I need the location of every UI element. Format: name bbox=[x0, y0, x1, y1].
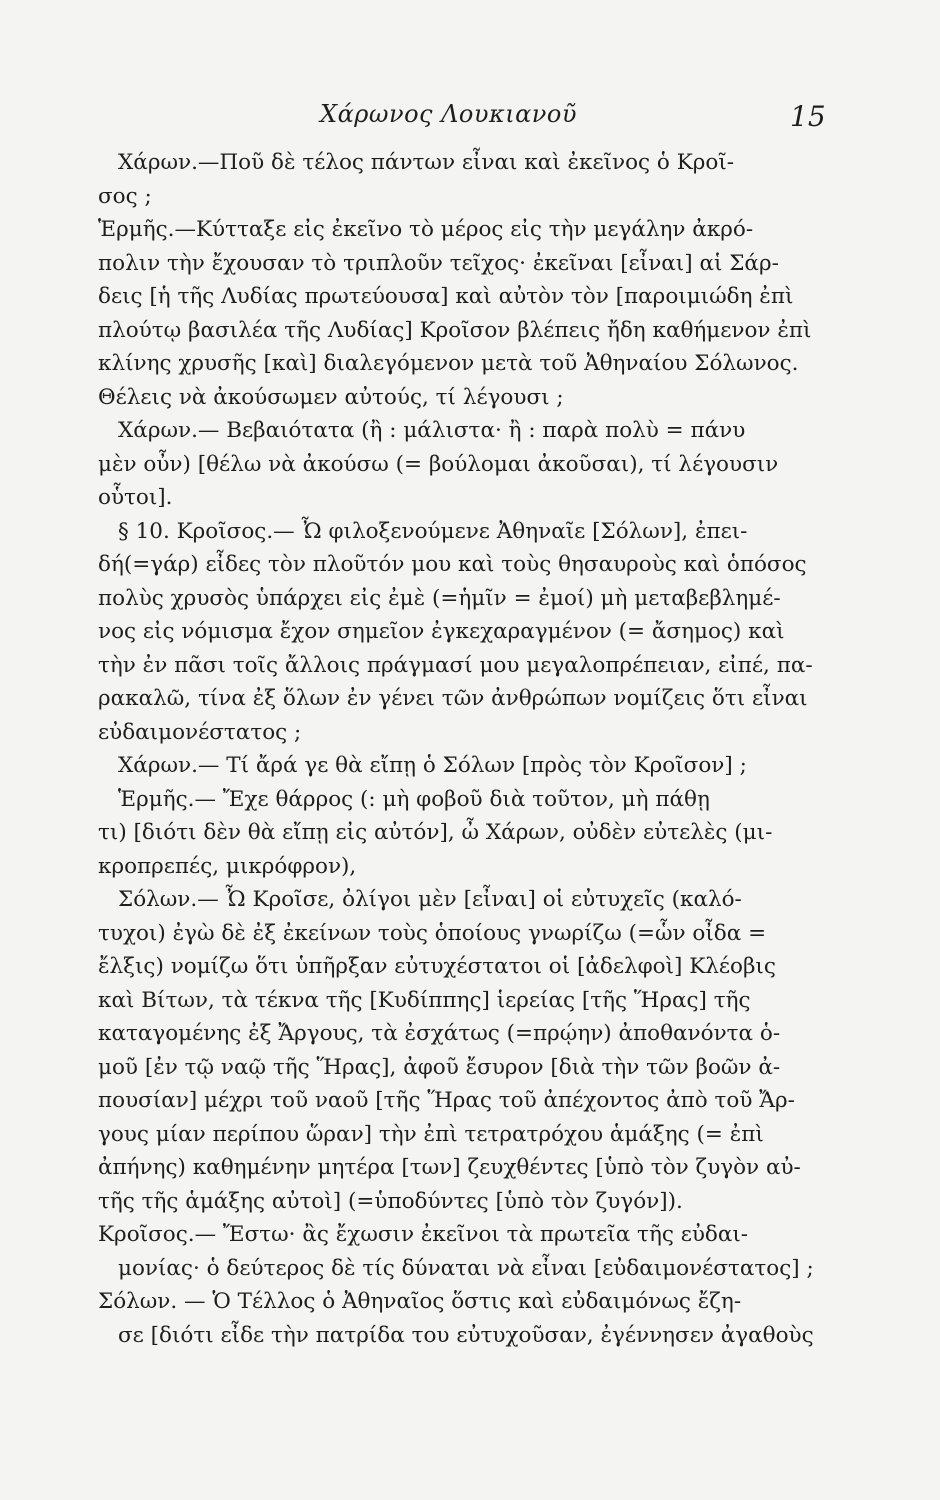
text-line: νος εἰς νόμισμα ἔχον σημεῖον ἐγκεχαραγμένον (= ἄσημος) καὶ bbox=[98, 619, 785, 644]
text-line: δεις [ἡ τῆς Λυδίας πρωτεύουσα] καὶ αὐτὸν τὸν [παροιμιώδη ἐπὶ bbox=[98, 284, 794, 309]
text-line: πολὺς χρυσὸς ὑπάρχει εἰς ἐμὲ (=ἡμῖν = ἐμοί) μὴ μεταβεβλημέ- bbox=[98, 585, 781, 611]
text-line: ἀπήνης) καθημένην μητέρα [των] ζευχθέντες [ὑπὸ τὸν ζυγὸν αὐ- bbox=[98, 1155, 801, 1180]
text-line: Ἑρμῆς.—Κύτταξε εἰς ἐκεῖνο τὸ μέρος εἰς τὴν μεγάλην ἀκρό- bbox=[98, 217, 754, 242]
text-line: Σόλων. — Ὁ Τέλλος ὁ Ἀθηναῖος ὅστις καὶ εὐδαιμόνως ἔζη- bbox=[98, 1289, 742, 1314]
text-line: Χάρων.—Ποῦ δὲ τέλος πάντων εἶναι καὶ ἐκεῖνος ὁ Κροῖ- bbox=[118, 150, 735, 175]
text-line: μονίας· ὁ δεύτερος δὲ τίς δύναται νὰ εἶναι [εὐδαιμονέστατος] ; bbox=[118, 1255, 814, 1281]
text-line: δή(=γάρ) εἶδες τὸν πλοῦτόν μου καὶ τοὺς θησαυροὺς καὶ ὁπόσος bbox=[98, 552, 807, 577]
text-line: οὗτοι]. bbox=[98, 485, 173, 510]
text-line: πολιν τὴν ἔχουσαν τὸ τριπλοῦν τεῖχος· ἐκεῖναι [εἶναι] αἱ Σάρ- bbox=[98, 250, 779, 276]
text-line: κλίνης χρυσῆς [καὶ] διαλεγόμενον μετὰ τοῦ Ἀθηναίου Σόλωνος. bbox=[98, 351, 799, 376]
text-line: πλούτῳ βασιλέα τῆς Λυδίας] Κροῖσον βλέπεις ἤδη καθήμενον ἐπὶ bbox=[98, 317, 812, 343]
text-line: ἔλξις) νομίζω ὅτι ὑπῆρξαν εὐτυχέστατοι οἱ [ἀδελφοὶ] Κλέοβις bbox=[98, 954, 776, 979]
text-line: κροπρεπές, μικρόφρον), bbox=[98, 853, 357, 879]
text-line: Σόλων.— Ὦ Κροῖσε, ὀλίγοι μὲν [εἶναι] οἱ εὐτυχεῖς (καλό- bbox=[118, 887, 742, 912]
text-line: σος ; bbox=[98, 183, 152, 209]
text-line: τῆς τῆς ἁμάξης αὐτοὶ] (=ὑποδύντες [ὑπὸ τὸν ζυγόν]). bbox=[98, 1188, 683, 1214]
text-line: Θέλεις νὰ ἀκούσωμεν αὐτούς, τί λέγουσι ; bbox=[98, 384, 564, 410]
text-line: τὴν ἐν πᾶσι τοῖς ἄλλοις πράγμασί μου μεγαλοπρέπειαν, εἰπέ, πα- bbox=[98, 652, 813, 678]
page-number: 15 bbox=[790, 100, 826, 133]
text-block bbox=[98, 146, 830, 1386]
text-line: Χάρων.— Βεβαιότατα (ἢ : μάλιστα· ἢ : παρὰ πολὺ = πάνυ bbox=[118, 418, 746, 443]
text-line: ρακαλῶ, τίνα ἐξ ὅλων ἐν γένει τῶν ἀνθρώπων νομίζεις ὅτι εἶναι bbox=[98, 686, 808, 711]
text-line: σε [διότι εἶδε τὴν πατρίδα του εὐτυχοῦσαν, ἐγέννησεν ἀγαθοὺς bbox=[118, 1322, 814, 1348]
text-line: Κροῖσος.— Ἔστω· ἂς ἔχωσιν ἐκεῖνοι τὰ πρωτεῖα τῆς εὐδαι- bbox=[98, 1222, 749, 1247]
text-line: τι) [διότι δὲν θὰ εἴπῃ εἰς αὐτόν], ὦ Χάρων, οὐδὲν εὐτελὲς (μι- bbox=[98, 820, 773, 845]
text-line: γους μίαν περίπου ὥραν] τὴν ἐπὶ τετρατρόχου ἁμάξης (= ἐπὶ bbox=[98, 1121, 764, 1147]
text-line: εὐδαιμονέστατος ; bbox=[98, 719, 302, 745]
text-line: τυχοι) ἐγὼ δὲ ἐξ ἐκείνων τοὺς ὁποίους γνωρίζω (=ὧν οἶδα = bbox=[98, 920, 767, 946]
text-line: καταγομένης ἐξ Ἄργους, τὰ ἐσχάτως (=πρῴην) ἀποθανόντα ὁ- bbox=[98, 1021, 781, 1046]
running-title: Χάρωνος Λουκιανοῦ bbox=[320, 100, 577, 128]
text-line: Ἑρμῆς.— Ἔχε θάρρος (: μὴ φοβοῦ διὰ τοῦτον, μὴ πάθῃ bbox=[118, 786, 710, 812]
text-line: § 10. Κροῖσος.— Ὦ φιλοξενούμενε Ἀθηναῖε [Σόλων], ἐπει- bbox=[118, 518, 748, 544]
text-line: μοῦ [ἐν τῷ ναῷ τῆς Ἥρας], ἀφοῦ ἔσυρον [διὰ τὴν τῶν βοῶν ἀ- bbox=[98, 1054, 781, 1080]
running-head bbox=[0, 100, 940, 140]
text-line: καὶ Βίτων, τὰ τέκνα τῆς [Κυδίππης] ἱερείας [τῆς Ἥρας] τῆς bbox=[98, 987, 751, 1013]
text-line: πουσίαν] μέχρι τοῦ ναοῦ [τῆς Ἥρας τοῦ ἀπέχοντος ἀπὸ τοῦ Ἄρ- bbox=[98, 1088, 795, 1113]
text-line: μὲν οὖν) [θέλω νὰ ἀκούσω (= βούλομαι ἀκοῦσαι), τί λέγουσιν bbox=[98, 451, 779, 477]
text-line bbox=[98, 1352, 830, 1386]
text-line: Χάρων.— Τί ἄρά γε θὰ εἴπῃ ὁ Σόλων [πρὸς τὸν Κροῖσον] ; bbox=[118, 753, 747, 778]
